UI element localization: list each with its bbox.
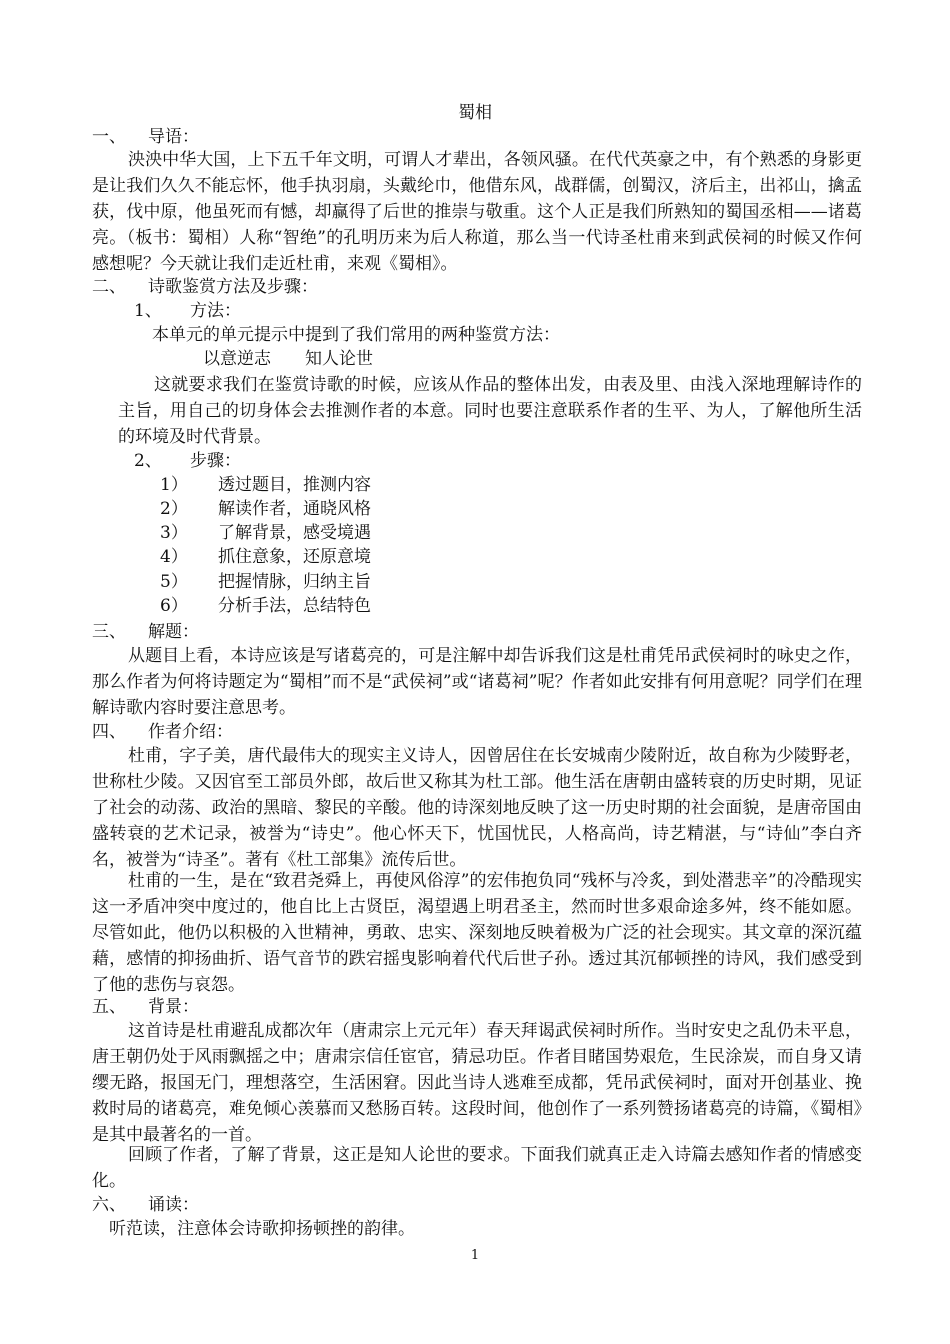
section-4-label: 作者介绍： (148, 722, 233, 742)
method-label: 方法： (190, 301, 241, 321)
section-5-label: 背景： (148, 997, 199, 1017)
method-list: 以意逆志 知人论世 (203, 349, 373, 369)
section-3-paragraph: 从题目上看，本诗应该是写诸葛亮的，可是注解中却告诉我们这是杜甫凭吊武侯祠时的咏史之作，那么作者为何将诗题定为“蜀相”而不是“武侯祠”或“诸葛祠”呢？作者如此安排有何用意呢？同学们在理解诗歌内容时要注意思考。 (92, 646, 862, 718)
steps-number: 2、 (134, 451, 162, 471)
section-1-paragraph: 泱泱中华大国，上下五千年文明，可谓人才辈出，各领风骚。在代代英豪之中，有个熟悉的身影更是让我们久久不能忘怀，他手执羽扇，头戴纶巾，他借东风，战群儒，创蜀汉，济后主，出祁山，擒孟获，伐中原，他虽死而有憾，却赢得了后世的推崇与敬重。这个人正是我们所熟知的蜀国丞相——诸葛亮。（板书：蜀相）人称“智绝”的孔明历来为后人称道，那么当一代诗圣杜甫来到武侯祠的时候又作何感想呢？今天就让我们走近杜甫，来观《蜀相》。 (92, 150, 862, 274)
section-6-heading (92, 1193, 199, 1217)
section-3-label: 解题： (148, 622, 199, 642)
method-intro: 本单元的单元提示中提到了我们常用的两种鉴赏方法： (152, 325, 560, 345)
section-4-number: 四、 (92, 722, 126, 742)
section-5-heading (92, 995, 199, 1019)
section-5-number: 五、 (92, 997, 126, 1017)
section-1-heading (92, 125, 199, 149)
method-paragraph: 这就要求我们在鉴赏诗歌的时候，应该从作品的整体出发，由表及里、由浅入深地理解诗作的主旨，用自己的切身体会去推测作者的本意。同时也要注意联系作者的生平、为人，了解他所生活的环境及时代背景。 (118, 375, 862, 447)
step-number: 2） (160, 499, 188, 519)
step-item (160, 545, 371, 569)
step-item (160, 594, 371, 618)
step-item (160, 473, 371, 497)
section-1-label: 导语： (148, 127, 199, 147)
step-item (160, 497, 371, 521)
step-number: 5） (160, 572, 188, 592)
author-paragraph-2: 杜甫的一生，是在“致君尧舜上，再使风俗淳”的宏伟抱负同“残杯与冷炙，到处潜悲辛”的冷酷现实这一矛盾冲突中度过的，他自比上古贤臣，渴望遇上明君圣主，然而时世多艰命途多舛，终不能如愿。尽管如此，他仍以积极的入世精神，勇敢、忠实、深刻地反映着极为广泛的社会现实。其文章的深沉蕴藉，感情的抑扬曲折、语气音节的跌宕摇曳影响着代代后世子孙。透过其沉郁顿挫的诗风，我们感受到了他的悲伤与哀怨。 (92, 871, 862, 995)
step-text: 分析手法，总结特色 (218, 596, 371, 616)
method-heading (134, 299, 241, 323)
section-1-number: 一、 (92, 127, 126, 147)
step-text: 透过题目，推测内容 (218, 475, 371, 495)
step-number: 4） (160, 547, 188, 567)
step-text: 把握情脉，归纳主旨 (218, 572, 371, 592)
step-text: 解读作者，通晓风格 (218, 499, 371, 519)
step-number: 1） (160, 475, 188, 495)
steps-label: 步骤： (190, 451, 241, 471)
section-2-label: 诗歌鉴赏方法及步骤： (148, 277, 318, 297)
step-item (160, 570, 371, 594)
background-paragraph-2: 回顾了作者，了解了背景，这正是知人论世的要求。下面我们就真正走入诗篇去感知作者的情感变化。 (92, 1145, 862, 1191)
step-text: 抓住意象，还原意境 (218, 547, 371, 567)
section-3-number: 三、 (92, 622, 126, 642)
document-title: 蜀相 (458, 103, 492, 123)
section-2-heading (92, 275, 318, 299)
section-6-number: 六、 (92, 1195, 126, 1215)
section-2-number: 二、 (92, 277, 126, 297)
section-4-heading (92, 720, 233, 744)
step-item (160, 521, 371, 545)
method-number: 1、 (134, 301, 162, 321)
step-text: 了解背景，感受境遇 (218, 523, 371, 543)
section-6-label: 诵读： (148, 1195, 199, 1215)
page-number: 1 (470, 1248, 480, 1263)
step-number: 6） (160, 596, 188, 616)
author-paragraph-1: 杜甫，字子美，唐代最伟大的现实主义诗人，因曾居住在长安城南少陵附近，故自称为少陵野老，世称杜少陵。又因官至工部员外郎，故后世又称其为杜工部。他生活在唐朝由盛转衰的历史时期，见证了社会的动荡、政治的黑暗、黎民的辛酸。他的诗深刻地反映了这一历史时期的社会面貌，是唐帝国由盛转衰的艺术记录，被誉为“诗史”。他心怀天下，忧国忧民，人格高尚，诗艺精湛，与“诗仙”李白齐名，被誉为“诗圣”。著有《杜工部集》流传后世。 (92, 746, 862, 870)
step-number: 3） (160, 523, 188, 543)
steps-heading (134, 449, 241, 473)
section-3-heading (92, 620, 199, 644)
section-6-paragraph: 听范读，注意体会诗歌抑扬顿挫的韵律。 (109, 1219, 415, 1239)
background-paragraph-1: 这首诗是杜甫避乱成都次年（唐肃宗上元元年）春天拜谒武侯祠时所作。当时安史之乱仍未平息，唐王朝仍处于风雨飘摇之中；唐肃宗信任宦官，猜忌功臣。作者目睹国势艰危，生民涂炭，而自身又请缨无路，报国无门，理想落空，生活困窘。因此当诗人逃难至成都，凭吊武侯祠时，面对开创基业、挽救时局的诸葛亮，难免倾心羡慕而又愁肠百转。这段时间，他创作了一系列赞扬诸葛亮的诗篇，《蜀相》是其中最著名的一首。 (92, 1021, 862, 1145)
